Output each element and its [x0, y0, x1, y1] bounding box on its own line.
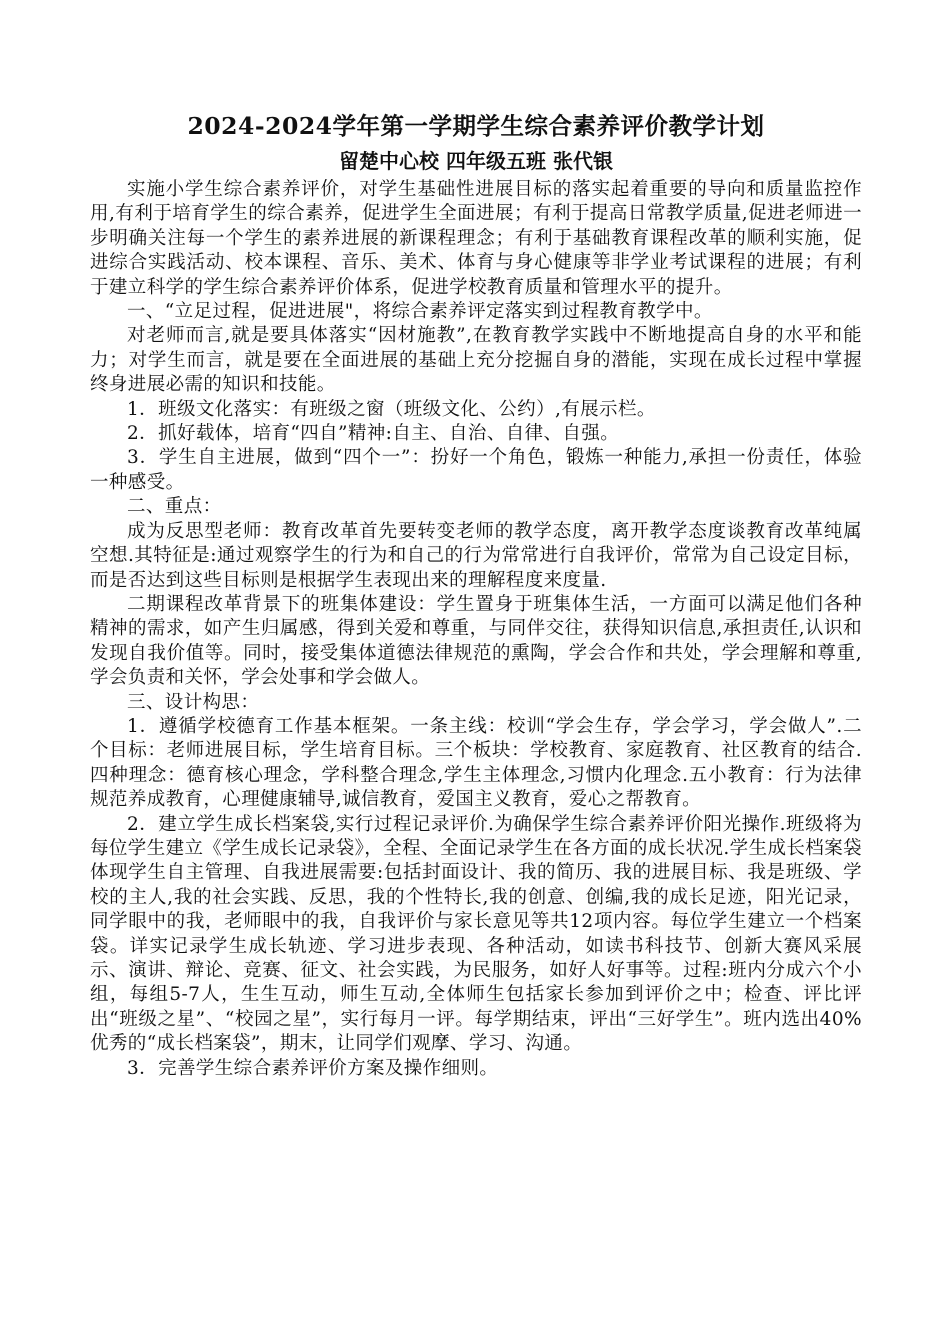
- paragraph-design-3: 3．完善学生综合素养评价方案及操作细则。: [127, 1057, 499, 1079]
- paragraph-section-2-heading: 二、重点：: [127, 496, 222, 518]
- paragraph-design-2: 2．建立学生成长档案袋,实行过程记录评价.为确保学生综合素养评价阳光操作.班级将为每位学生建立《学生成长记录袋》，全程、全面记录学生在各方面的成长状况.学生成长档案袋体现学生自主管理、自我进展需要:包括封面设计、我的简历、我的进展目标、我是班级、学校的主人,我的社会实践、反思，我的个性特长,我的创意、创编,我的成长足迹，阳光记录，同学眼中的我，老师眼中的我，自我评价与家长意见等共12项内容。每位学生建立一个档案袋。详实记录学生成长轨迹、学习进步表现、各种活动，如读书科技节、创新大赛风采展示、演讲、辩论、竞赛、征文、社会实践，为民服务，如好人好事等。过程:班内分成六个小组，每组5-7人，生生互动，师生互动,全体师生包括家长参加到评价之中；检查、评比评出“班级之星”、“校园之星”，实行每月一评。每学期结束，评出“三好学生”。班内选出40%优秀的“成长档案袋”，期末，让同学们观摩、学习、沟通。: [90, 813, 862, 1055]
- document-subtitle: 留楚中心校 四年级五班 张代银: [339, 149, 613, 173]
- paragraph-class-building: 二期课程改革背景下的班集体建设：学生置身于班集体生活，一方面可以满足他们各种精神的需求，如产生归属感，得到关爱和尊重，与同伴交往，获得知识信息,承担责任,认识和发现自我价值等。同时，接受集体道德法律规范的熏陶，学会合作和共处，学会理解和尊重,学会负责和关怀，学会处事和学会做人。: [90, 593, 862, 689]
- paragraph-reflective-teacher: 成为反思型老师：教育改革首先要转变老师的教学态度，离开教学态度谈教育改革纯属空想.其特征是:通过观察学生的行为和自己的行为常常进行自我评价，常常为自己设定目标，而是否达到这些目标则是根据学生表现出来的理解程度来度量.: [90, 520, 862, 591]
- document-title: 2024-2024学年第一学期学生综合素养评价教学计划: [187, 112, 765, 140]
- paragraph-item-3: 3．学生自主进展，做到“四个一”：扮好一个角色，锻炼一种能力,承担一份责任，体验一种感受。: [90, 447, 862, 493]
- paragraph-section-1-heading: 一、“立足过程，促进进展"，将综合素养评定落实到过程教育教学中。: [127, 301, 713, 323]
- paragraph-intro: 实施小学生综合素养评价，对学生基础性进展目标的落实起着重要的导向和质量监控作用,有利于培育学生的综合素养，促进学生全面进展；有利于提高日常教学质量,促进老师进一步明确关注每一个学生的素养进展的新课程理念；有利于基础教育课程改革的顺利实施，促进综合实践活动、校本课程、音乐、美术、体育与身心健康等非学业考试课程的进展；有利于建立科学的学生综合素养评价体系，促进学校教育质量和管理水平的提升。: [90, 179, 862, 298]
- paragraph-design-1: 1．遵循学校德育工作基本框架。一条主线：校训“学会生存，学会学习，学会做人”.二个目标：老师进展目标，学生培育目标。三个板块：学校教育、家庭教育、社区教育的结合.四种理念：德育核心理念，学科整合理念,学生主体理念,习惯内化理念.五小教育：行为法律规范养成教育，心理健康辅导,诚信教育，爱国主义教育，爱心之帮教育。: [90, 715, 862, 811]
- paragraph-teacher-student: 对老师而言,就是要具体落实“因材施教”,在教育教学实践中不断地提高自身的水平和能力；对学生而言，就是要在全面进展的基础上充分挖掘自身的潜能，实现在成长过程中掌握终身进展必需的知识和技能。: [90, 325, 862, 396]
- paragraph-item-2: 2．抓好载体，培育“四自”精神:自主、自治、自律、自强。: [127, 423, 620, 445]
- paragraph-item-1: 1．班级文化落实：有班级之窗（班级文化、公约）,有展示栏。: [127, 398, 656, 420]
- document-page: [90, 108, 862, 1081]
- paragraph-section-3-heading: 三、设计构思：: [127, 691, 260, 713]
